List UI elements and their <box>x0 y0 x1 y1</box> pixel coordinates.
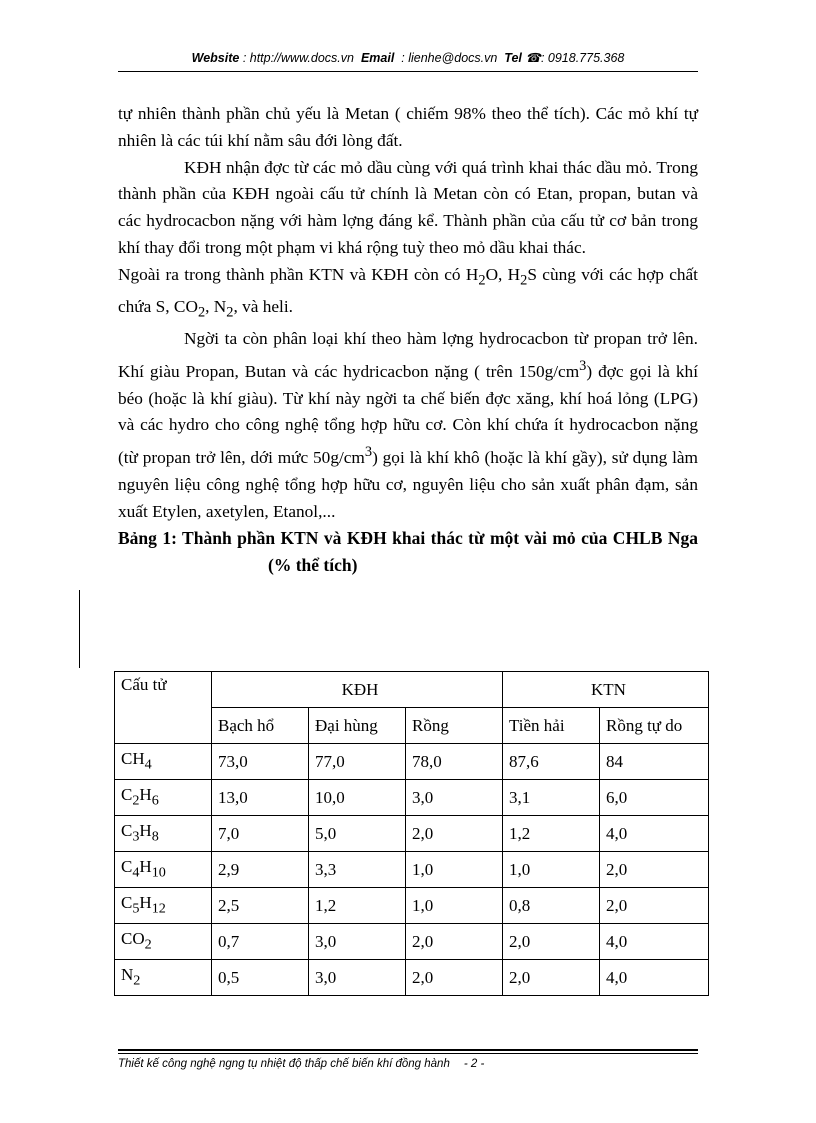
value-cell: 3,0 <box>309 960 406 996</box>
group-header-kdh: KĐH <box>212 672 503 708</box>
value-cell: 2,0 <box>406 816 503 852</box>
email-label: Email <box>360 51 395 65</box>
column-header: Tiền hải <box>503 708 600 744</box>
website-label: Website <box>191 51 240 65</box>
composition-table <box>114 671 709 996</box>
page-footer <box>118 1058 698 1070</box>
table-row <box>115 744 709 780</box>
value-cell: 0,7 <box>212 924 309 960</box>
value-cell: 2,0 <box>406 960 503 996</box>
page-number: - 2 - <box>463 1058 485 1070</box>
footer-title: Thiết kế công nghệ ngng tụ nhiệt độ thấp chế biến khí đồng hành <box>118 1058 450 1070</box>
value-cell: 2,0 <box>503 924 600 960</box>
paragraph-3: Ngoài ra trong thành phần KTN và KĐH còn có $H_2O$, $H_2S$ cùng với các hợp chất chứa S, $CO_2$, $N_2$, và heli. <box>118 264 698 321</box>
value-cell: 1,0 <box>406 888 503 924</box>
value-cell: 6,0 <box>600 780 709 816</box>
component-cell: $CH_4$ <box>115 744 212 780</box>
value-cell: 78,0 <box>406 744 503 780</box>
column-header: Đại hùng <box>309 708 406 744</box>
page-header <box>118 50 698 65</box>
table-row <box>115 852 709 888</box>
margin-mark <box>79 590 80 668</box>
table-caption <box>118 525 698 579</box>
email-value: : lienhe@docs.vn <box>401 51 498 65</box>
value-cell: 87,6 <box>503 744 600 780</box>
table-row <box>115 960 709 996</box>
header-divider <box>118 71 698 72</box>
value-cell: 10,0 <box>309 780 406 816</box>
value-cell: 2,0 <box>406 924 503 960</box>
footer-divider-thin <box>118 1053 698 1054</box>
table-row <box>115 888 709 924</box>
value-cell: 3,3 <box>309 852 406 888</box>
component-header: Cấu tử <box>115 672 212 744</box>
value-cell: 4,0 <box>600 816 709 852</box>
value-cell: 4,0 <box>600 924 709 960</box>
component-cell: $C_3H_8$ <box>115 816 212 852</box>
value-cell: 73,0 <box>212 744 309 780</box>
component-cell: $C_4H_{10}$ <box>115 852 212 888</box>
paragraph-4: Ngời ta còn phân loại khí theo hàm lợng hydrocacbon từ propan trở lên. Khí giàu Propan, Butan và các hydricacbon nặng ( trên $150g/cm^3$) đợc gọi là khí béo (hoặc là khí giàu). Từ khí này ngời ta chế biến đợc xăng, khí hoá lỏng (LPG) và các hydro cho công nghệ tổng hợp hữu cơ. Còn khí chứa ít hydrocacbon nặng (từ propan trở lên, dới mức $50g/cm^3$) gọi là khí khô (hoặc là khí gầy), sử dụng làm nguyên liệu công nghệ tổng hợp hữu cơ, nguyên liệu cho sản xuất phân đạm, sản xuất Etylen, axetylen, Etanol,... <box>118 329 698 521</box>
footer-divider-thick <box>118 1049 698 1051</box>
component-cell: $C_5H_{12}$ <box>115 888 212 924</box>
value-cell: 84 <box>600 744 709 780</box>
column-header: Bạch hổ <box>212 708 309 744</box>
paragraph-2: KĐH nhận đợc từ các mỏ dầu cùng với quá trình khai thác dầu mỏ. Trong thành phần của KĐH ngoài cấu tử chính là Metan còn có Etan, propan, butan và các hydrocacbon nặng với hàm lợng đáng kể. Thành phần của cấu tử cơ bản trong khí thay đổi trong một phạm vi khá rộng tuỳ theo mỏ dầu khai thác. <box>118 157 698 257</box>
value-cell: 1,2 <box>503 816 600 852</box>
value-cell: 4,0 <box>600 960 709 996</box>
value-cell: 2,0 <box>503 960 600 996</box>
value-cell: 3,1 <box>503 780 600 816</box>
value-cell: 1,0 <box>406 852 503 888</box>
group-header-ktn: KTN <box>503 672 709 708</box>
value-cell: 1,0 <box>503 852 600 888</box>
tel-label: Tel <box>504 51 522 65</box>
table-row <box>115 816 709 852</box>
table-row <box>115 924 709 960</box>
table-caption-main: Bảng 1: Thành phần KTN và KĐH khai thác từ một vài mỏ của CHLB Nga <box>118 528 698 549</box>
value-cell: 2,0 <box>600 888 709 924</box>
value-cell: 2,0 <box>600 852 709 888</box>
table-caption-unit: (% thể tích) <box>268 555 358 576</box>
tel-value: : 0918.775.368 <box>540 51 625 65</box>
value-cell: 0,8 <box>503 888 600 924</box>
value-cell: 77,0 <box>309 744 406 780</box>
document-body <box>118 101 698 579</box>
telephone-icon: ☎ <box>525 51 541 65</box>
component-cell: $CO_2$ <box>115 924 212 960</box>
paragraph-1: tự nhiên thành phần chủ yếu là Metan ( chiếm 98% theo thể tích). Các mỏ khí tự nhiên là các túi khí nằm sâu đới lòng đất. <box>118 104 698 150</box>
value-cell: 7,0 <box>212 816 309 852</box>
value-cell: 2,5 <box>212 888 309 924</box>
value-cell: 0,5 <box>212 960 309 996</box>
value-cell: 3,0 <box>309 924 406 960</box>
value-cell: 5,0 <box>309 816 406 852</box>
column-header: Rồng tự do <box>600 708 709 744</box>
value-cell: 13,0 <box>212 780 309 816</box>
value-cell: 3,0 <box>406 780 503 816</box>
website-value: : http://www.docs.vn <box>242 51 354 65</box>
value-cell: 2,9 <box>212 852 309 888</box>
table-row <box>115 780 709 816</box>
component-cell: $N_2$ <box>115 960 212 996</box>
component-cell: $C_2H_6$ <box>115 780 212 816</box>
value-cell: 1,2 <box>309 888 406 924</box>
column-header: Rồng <box>406 708 503 744</box>
table-header-row <box>115 672 709 708</box>
